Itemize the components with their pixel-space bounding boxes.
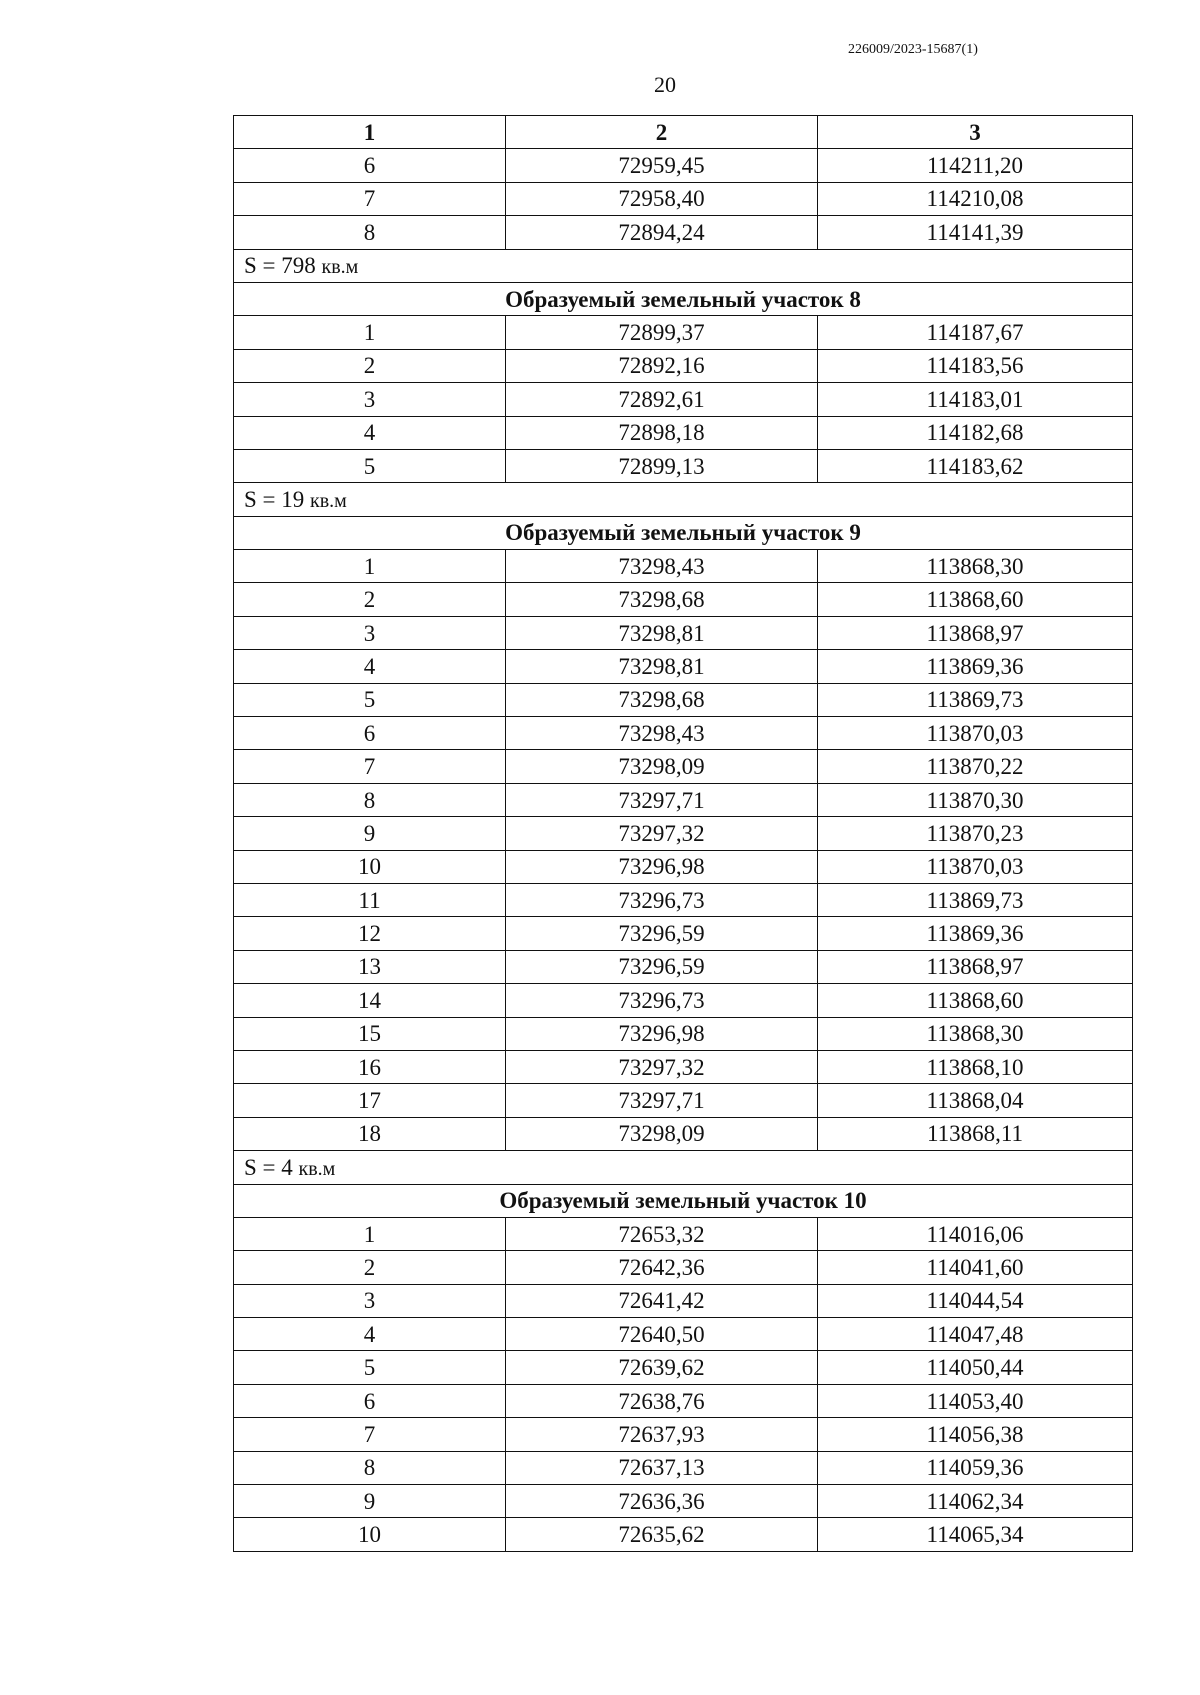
parcel-title: Образуемый земельный участок 9 <box>234 516 1133 549</box>
point-number-cell: 4 <box>234 650 506 683</box>
parcel-title: Образуемый земельный участок 10 <box>234 1184 1133 1217</box>
x-coordinate-cell: 73298,68 <box>506 683 818 716</box>
x-coordinate-cell: 72637,13 <box>506 1451 818 1484</box>
table-row <box>234 650 1133 683</box>
table-row <box>234 1084 1133 1117</box>
x-coordinate-cell: 72899,13 <box>506 449 818 482</box>
parcel-title-row <box>234 516 1133 549</box>
table-row <box>234 1251 1133 1284</box>
y-coordinate-cell: 114183,62 <box>818 449 1133 482</box>
y-coordinate-cell: 113868,60 <box>818 984 1133 1017</box>
x-coordinate-cell: 73297,71 <box>506 1084 818 1117</box>
header-col-2: 2 <box>506 116 818 149</box>
y-coordinate-cell: 113868,97 <box>818 616 1133 649</box>
x-coordinate-cell: 73298,09 <box>506 750 818 783</box>
area-row <box>234 1151 1133 1184</box>
table-row <box>234 449 1133 482</box>
x-coordinate-cell: 72642,36 <box>506 1251 818 1284</box>
y-coordinate-cell: 113868,60 <box>818 583 1133 616</box>
x-coordinate-cell: 73298,09 <box>506 1117 818 1150</box>
y-coordinate-cell: 114050,44 <box>818 1351 1133 1384</box>
table-row <box>234 616 1133 649</box>
y-coordinate-cell: 113868,97 <box>818 950 1133 983</box>
table-row <box>234 1451 1133 1484</box>
point-number-cell: 10 <box>234 850 506 883</box>
y-coordinate-cell: 114183,56 <box>818 349 1133 382</box>
table-row <box>234 182 1133 215</box>
x-coordinate-cell: 73298,81 <box>506 616 818 649</box>
x-coordinate-cell: 72638,76 <box>506 1384 818 1417</box>
area-cell <box>234 483 1133 516</box>
table-row <box>234 883 1133 916</box>
area-unit: кв.м <box>310 489 347 512</box>
point-number-cell: 6 <box>234 149 506 182</box>
point-number-cell: 6 <box>234 1384 506 1417</box>
point-number-cell: 5 <box>234 1351 506 1384</box>
point-number-cell: 7 <box>234 1418 506 1451</box>
point-number-cell: 6 <box>234 717 506 750</box>
table-row <box>234 383 1133 416</box>
point-number-cell: 17 <box>234 1084 506 1117</box>
area-cell <box>234 1151 1133 1184</box>
point-number-cell: 9 <box>234 1485 506 1518</box>
y-coordinate-cell: 114041,60 <box>818 1251 1133 1284</box>
y-coordinate-cell: 113869,36 <box>818 650 1133 683</box>
parcel-title-row <box>234 282 1133 315</box>
x-coordinate-cell: 73298,81 <box>506 650 818 683</box>
table-body <box>234 149 1133 1551</box>
y-coordinate-cell: 114056,38 <box>818 1418 1133 1451</box>
y-coordinate-cell: 113869,73 <box>818 883 1133 916</box>
x-coordinate-cell: 73296,59 <box>506 917 818 950</box>
point-number-cell: 16 <box>234 1050 506 1083</box>
y-coordinate-cell: 114047,48 <box>818 1318 1133 1351</box>
y-coordinate-cell: 113868,04 <box>818 1084 1133 1117</box>
area-value: S = 798 <box>244 253 316 279</box>
table-row <box>234 149 1133 182</box>
point-number-cell: 9 <box>234 817 506 850</box>
table-row <box>234 1017 1133 1050</box>
point-number-cell: 18 <box>234 1117 506 1150</box>
point-number-cell: 2 <box>234 583 506 616</box>
table-row <box>234 817 1133 850</box>
point-number-cell: 8 <box>234 783 506 816</box>
point-number-cell: 1 <box>234 1217 506 1250</box>
point-number-cell: 3 <box>234 1284 506 1317</box>
point-number-cell: 8 <box>234 216 506 249</box>
point-number-cell: 2 <box>234 1251 506 1284</box>
y-coordinate-cell: 113868,10 <box>818 1050 1133 1083</box>
y-coordinate-cell: 114187,67 <box>818 316 1133 349</box>
table-row <box>234 683 1133 716</box>
table-row <box>234 216 1133 249</box>
y-coordinate-cell: 114059,36 <box>818 1451 1133 1484</box>
x-coordinate-cell: 72640,50 <box>506 1318 818 1351</box>
x-coordinate-cell: 72641,42 <box>506 1284 818 1317</box>
point-number-cell: 5 <box>234 683 506 716</box>
y-coordinate-cell: 114016,06 <box>818 1217 1133 1250</box>
point-number-cell: 8 <box>234 1451 506 1484</box>
table-row <box>234 1050 1133 1083</box>
point-number-cell: 1 <box>234 550 506 583</box>
point-number-cell: 13 <box>234 950 506 983</box>
x-coordinate-cell: 72958,40 <box>506 182 818 215</box>
y-coordinate-cell: 113868,11 <box>818 1117 1133 1150</box>
point-number-cell: 15 <box>234 1017 506 1050</box>
x-coordinate-cell: 72653,32 <box>506 1217 818 1250</box>
table-row <box>234 1351 1133 1384</box>
x-coordinate-cell: 72894,24 <box>506 216 818 249</box>
table-row <box>234 717 1133 750</box>
header-col-3: 3 <box>818 116 1133 149</box>
y-coordinate-cell: 114062,34 <box>818 1485 1133 1518</box>
x-coordinate-cell: 73298,43 <box>506 550 818 583</box>
x-coordinate-cell: 72635,62 <box>506 1518 818 1551</box>
y-coordinate-cell: 113868,30 <box>818 550 1133 583</box>
area-row <box>234 483 1133 516</box>
x-coordinate-cell: 73297,32 <box>506 1050 818 1083</box>
table-row <box>234 1217 1133 1250</box>
x-coordinate-cell: 73296,59 <box>506 950 818 983</box>
table-row <box>234 1485 1133 1518</box>
point-number-cell: 7 <box>234 182 506 215</box>
y-coordinate-cell: 113870,30 <box>818 783 1133 816</box>
table-row <box>234 1418 1133 1451</box>
area-value: S = 4 <box>244 1154 293 1180</box>
y-coordinate-cell: 114053,40 <box>818 1384 1133 1417</box>
table-row <box>234 550 1133 583</box>
table-row <box>234 984 1133 1017</box>
y-coordinate-cell: 114183,01 <box>818 383 1133 416</box>
point-number-cell: 4 <box>234 1318 506 1351</box>
point-number-cell: 5 <box>234 449 506 482</box>
parcel-title-row <box>234 1184 1133 1217</box>
parcel-title: Образуемый земельный участок 8 <box>234 282 1133 315</box>
x-coordinate-cell: 72959,45 <box>506 149 818 182</box>
y-coordinate-cell: 113870,23 <box>818 817 1133 850</box>
y-coordinate-cell: 113870,03 <box>818 850 1133 883</box>
point-number-cell: 10 <box>234 1518 506 1551</box>
y-coordinate-cell: 114141,39 <box>818 216 1133 249</box>
page-number: 20 <box>654 72 676 97</box>
x-coordinate-cell: 72892,61 <box>506 383 818 416</box>
x-coordinate-cell: 72899,37 <box>506 316 818 349</box>
y-coordinate-cell: 113869,73 <box>818 683 1133 716</box>
point-number-cell: 7 <box>234 750 506 783</box>
area-unit: кв.м <box>298 1157 336 1180</box>
table-header-row <box>234 116 1133 149</box>
table-row <box>234 917 1133 950</box>
y-coordinate-cell: 113869,36 <box>818 917 1133 950</box>
table-row <box>234 1518 1133 1551</box>
coordinates-table <box>233 115 1133 1552</box>
document-number: 226009/2023-15687(1) <box>848 42 978 57</box>
x-coordinate-cell: 72639,62 <box>506 1351 818 1384</box>
point-number-cell: 12 <box>234 917 506 950</box>
area-cell <box>234 249 1133 282</box>
table-row <box>234 349 1133 382</box>
table-row <box>234 850 1133 883</box>
point-number-cell: 3 <box>234 616 506 649</box>
y-coordinate-cell: 114210,08 <box>818 182 1133 215</box>
point-number-cell: 1 <box>234 316 506 349</box>
point-number-cell: 3 <box>234 383 506 416</box>
x-coordinate-cell: 72636,36 <box>506 1485 818 1518</box>
y-coordinate-cell: 113870,22 <box>818 750 1133 783</box>
table-row <box>234 750 1133 783</box>
x-coordinate-cell: 73296,73 <box>506 984 818 1017</box>
table-row <box>234 1117 1133 1150</box>
x-coordinate-cell: 73296,98 <box>506 850 818 883</box>
x-coordinate-cell: 73297,32 <box>506 817 818 850</box>
x-coordinate-cell: 73298,68 <box>506 583 818 616</box>
area-unit: кв.м <box>321 256 359 279</box>
x-coordinate-cell: 73298,43 <box>506 717 818 750</box>
table-row <box>234 950 1133 983</box>
y-coordinate-cell: 114065,34 <box>818 1518 1133 1551</box>
y-coordinate-cell: 113868,30 <box>818 1017 1133 1050</box>
x-coordinate-cell: 73296,98 <box>506 1017 818 1050</box>
table-row <box>234 416 1133 449</box>
y-coordinate-cell: 114211,20 <box>818 149 1133 182</box>
table-row <box>234 1284 1133 1317</box>
header-col-1: 1 <box>234 116 506 149</box>
table-row <box>234 1384 1133 1417</box>
x-coordinate-cell: 72898,18 <box>506 416 818 449</box>
table-row <box>234 316 1133 349</box>
y-coordinate-cell: 114182,68 <box>818 416 1133 449</box>
x-coordinate-cell: 73297,71 <box>506 783 818 816</box>
y-coordinate-cell: 114044,54 <box>818 1284 1133 1317</box>
table-row <box>234 1318 1133 1351</box>
table-row <box>234 583 1133 616</box>
area-value: S = 19 <box>244 486 305 512</box>
point-number-cell: 11 <box>234 883 506 916</box>
area-row <box>234 249 1133 282</box>
point-number-cell: 14 <box>234 984 506 1017</box>
y-coordinate-cell: 113870,03 <box>818 717 1133 750</box>
table-row <box>234 783 1133 816</box>
x-coordinate-cell: 73296,73 <box>506 883 818 916</box>
point-number-cell: 2 <box>234 349 506 382</box>
x-coordinate-cell: 72892,16 <box>506 349 818 382</box>
x-coordinate-cell: 72637,93 <box>506 1418 818 1451</box>
point-number-cell: 4 <box>234 416 506 449</box>
